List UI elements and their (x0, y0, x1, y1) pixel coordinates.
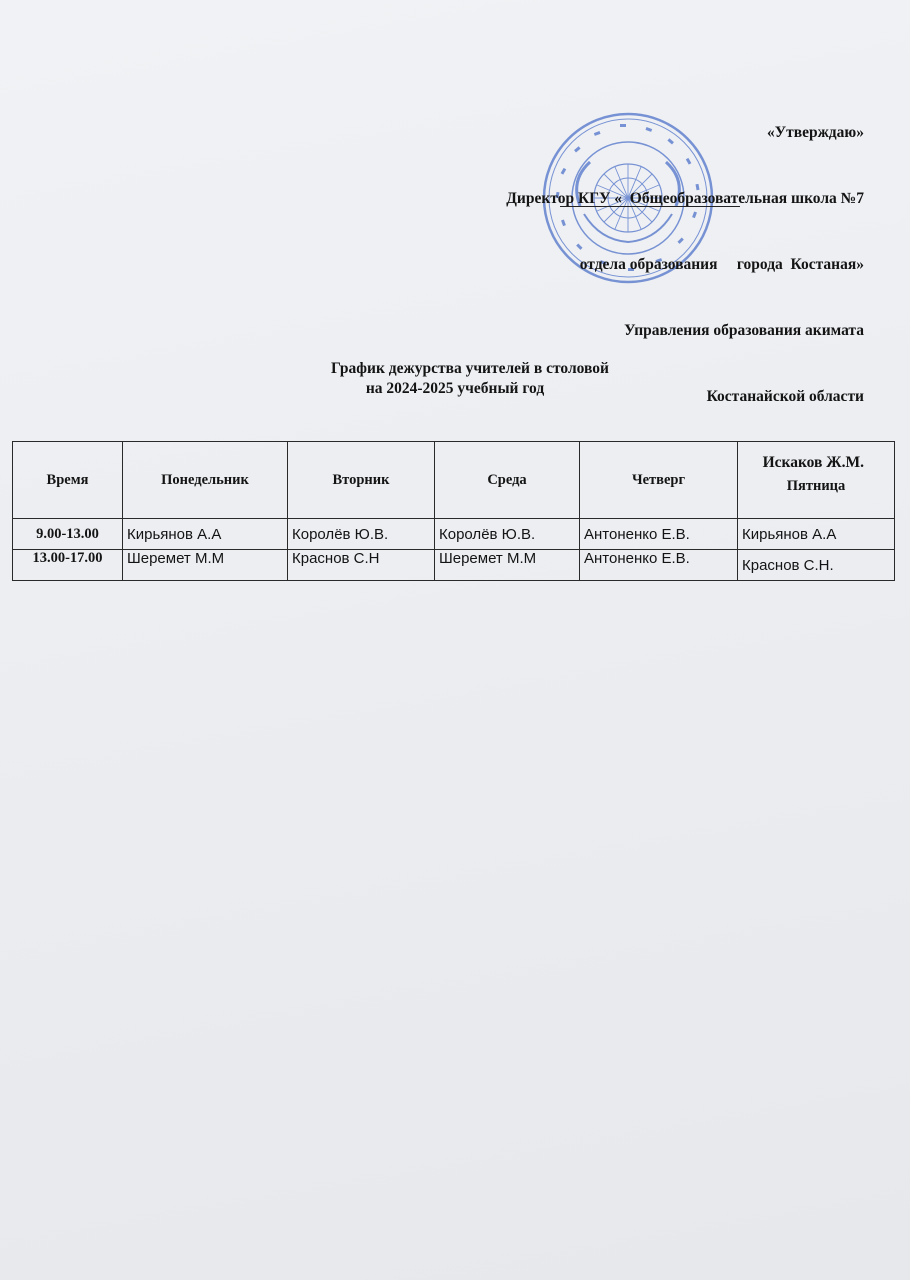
approval-signatory: Искаков Ж.М. (762, 454, 864, 471)
header-tuesday: Вторник (288, 442, 435, 519)
approval-director: Директор КГУ « Общеобразовательная школа №7 (506, 190, 864, 207)
header-thursday: Четверг (580, 442, 738, 519)
cell-wednesday: Шеремет М.М (435, 550, 580, 581)
cell-monday: Шеремет М.М (123, 550, 288, 581)
approval-administration: Управления образования акимата (624, 322, 864, 339)
duty-schedule-table (12, 441, 895, 581)
approval-department: отдела образования города Костаная» (579, 256, 864, 273)
cell-friday: Краснов С.Н. (738, 550, 895, 581)
header-friday: Пятница (738, 442, 895, 519)
cell-tuesday: Краснов С.Н (288, 550, 435, 581)
table-row (13, 519, 895, 550)
signature-line (560, 206, 740, 207)
cell-tuesday: Королёв Ю.В. (288, 519, 435, 550)
cell-wednesday: Королёв Ю.В. (435, 519, 580, 550)
table-header-row (13, 442, 895, 519)
title-line-1: График дежурства учителей в столовой (331, 360, 609, 377)
title-line-2: на 2024-2025 учебный год (365, 380, 545, 397)
cell-thursday: Антоненко Е.В. (580, 519, 738, 550)
table-row (13, 550, 895, 581)
approval-heading: «Утверждаю» (766, 124, 864, 141)
header-time: Время (13, 442, 123, 519)
cell-monday: Кирьянов А.А (123, 519, 288, 550)
cell-thursday: Антоненко Е.В. (580, 550, 738, 581)
cell-time: 9.00-13.00 (13, 519, 123, 550)
cell-time: 13.00-17.00 (13, 550, 123, 581)
cell-friday: Кирьянов А.А (738, 519, 895, 550)
header-monday: Понедельник (123, 442, 288, 519)
document-title (0, 359, 910, 399)
approval-region: Костанайской области (706, 388, 864, 405)
header-wednesday: Среда (435, 442, 580, 519)
